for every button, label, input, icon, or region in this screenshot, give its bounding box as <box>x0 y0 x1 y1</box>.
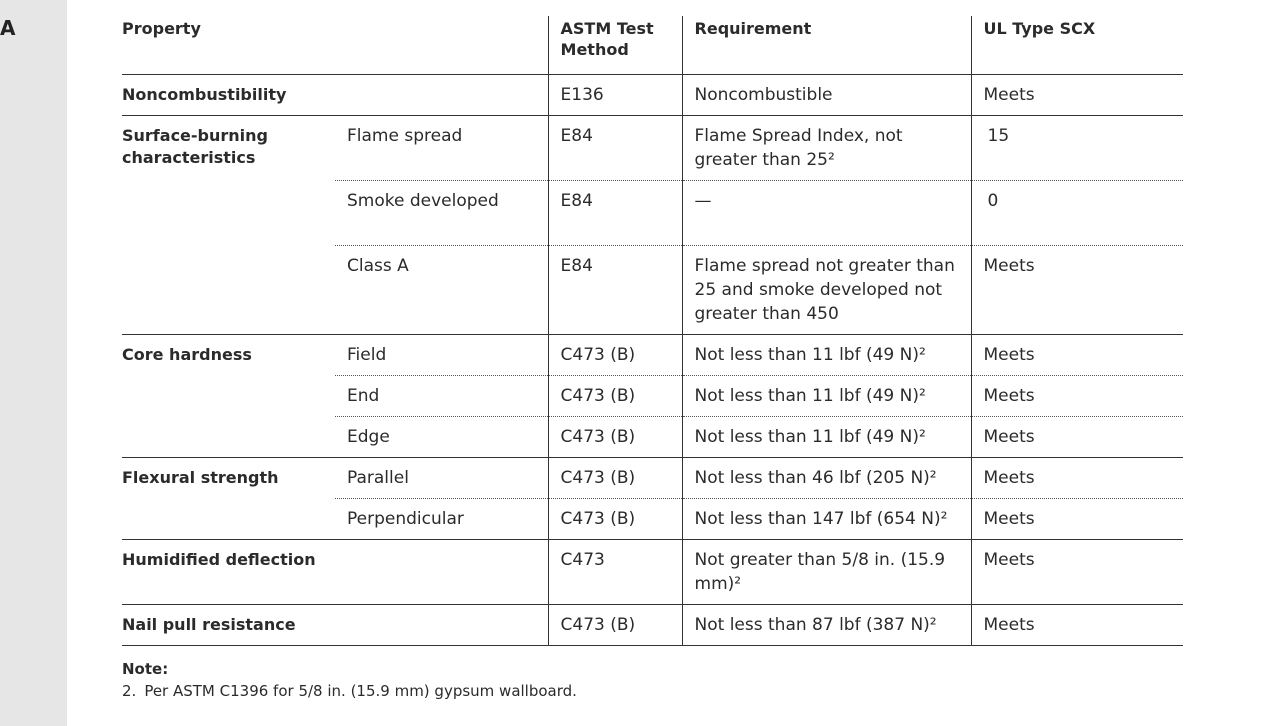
note-title: Note: <box>122 660 169 678</box>
subproperty-edge: Edge <box>335 417 548 458</box>
method-cell: C473 (B) <box>548 335 682 376</box>
result-cell: 0 <box>971 181 1183 246</box>
property-surface-burning: Surface-burning characteristics <box>122 116 335 335</box>
result-cell: Meets <box>971 335 1183 376</box>
properties-table <box>122 16 1183 646</box>
table-row <box>122 116 1183 181</box>
method-cell: E136 <box>548 75 682 116</box>
requirement-cell: Flame spread not greater than 25 and smoke developed not greater than 450 <box>682 246 971 335</box>
result-cell: Meets <box>971 458 1183 499</box>
header-requirement: Requirement <box>682 16 971 75</box>
result-cell: Meets <box>971 75 1183 116</box>
note-line <box>122 680 577 702</box>
subproperty-end: End <box>335 376 548 417</box>
note-text: Per ASTM C1396 for 5/8 in. (15.9 mm) gypsum wallboard. <box>144 682 577 700</box>
method-cell: C473 (B) <box>548 376 682 417</box>
method-cell: E84 <box>548 246 682 335</box>
result-cell: Meets <box>971 540 1183 605</box>
requirement-cell: Not less than 46 lbf (205 N)² <box>682 458 971 499</box>
header-property: Property <box>122 16 548 75</box>
subproperty-perpendicular: Perpendicular <box>335 499 548 540</box>
requirement-cell: Not less than 11 lbf (49 N)² <box>682 376 971 417</box>
requirement-cell: Not less than 11 lbf (49 N)² <box>682 335 971 376</box>
subproperty-flame-spread: Flame spread <box>335 116 548 181</box>
table-row <box>122 75 1183 116</box>
table-row <box>122 540 1183 605</box>
property-noncombustibility: Noncombustibility <box>122 75 548 116</box>
property-flexural-strength: Flexural strength <box>122 458 335 540</box>
property-core-hardness: Core hardness <box>122 335 335 458</box>
subproperty-field: Field <box>335 335 548 376</box>
table-row <box>122 458 1183 499</box>
method-cell: C473 (B) <box>548 605 682 646</box>
method-cell: C473 (B) <box>548 458 682 499</box>
property-nail-pull-resistance: Nail pull resistance <box>122 605 548 646</box>
result-cell: Meets <box>971 417 1183 458</box>
method-cell: C473 (B) <box>548 417 682 458</box>
subproperty-smoke-developed: Smoke developed <box>335 181 548 246</box>
method-cell: E84 <box>548 181 682 246</box>
table-row <box>122 605 1183 646</box>
requirement-cell: Flame Spread Index, not greater than 25² <box>682 116 971 181</box>
table-header-row <box>122 16 1183 75</box>
result-cell: Meets <box>971 376 1183 417</box>
header-astm-test-method: ASTM Test Method <box>548 16 682 75</box>
side-strip <box>0 0 67 726</box>
result-cell: 15 <box>971 116 1183 181</box>
result-cell: Meets <box>971 499 1183 540</box>
property-humidified-deflection: Humidified deflection <box>122 540 548 605</box>
requirement-cell: Not less than 11 lbf (49 N)² <box>682 417 971 458</box>
section-letter: A <box>0 16 16 40</box>
method-cell: E84 <box>548 116 682 181</box>
method-cell: C473 <box>548 540 682 605</box>
subproperty-class-a: Class A <box>335 246 548 335</box>
subproperty-parallel: Parallel <box>335 458 548 499</box>
note-number: 2. <box>122 682 137 700</box>
requirement-cell: Noncombustible <box>682 75 971 116</box>
requirement-cell: Not less than 147 lbf (654 N)² <box>682 499 971 540</box>
method-cell: C473 (B) <box>548 499 682 540</box>
note-block <box>122 658 577 702</box>
header-ul-type-scx: UL Type SCX <box>971 16 1183 75</box>
result-cell: Meets <box>971 246 1183 335</box>
requirement-cell: Not greater than 5/8 in. (15.9 mm)² <box>682 540 971 605</box>
requirement-cell: — <box>682 181 971 246</box>
requirement-cell: Not less than 87 lbf (387 N)² <box>682 605 971 646</box>
table-row <box>122 335 1183 376</box>
result-cell: Meets <box>971 605 1183 646</box>
